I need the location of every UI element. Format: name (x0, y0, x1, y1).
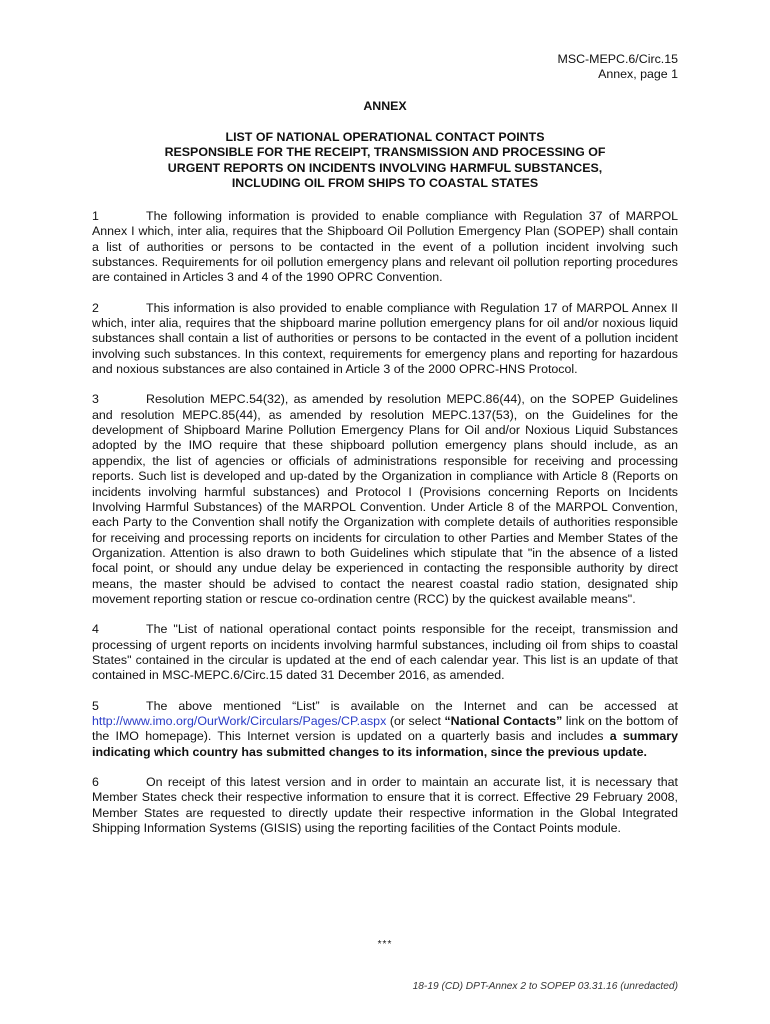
title-line: URGENT REPORTS ON INCIDENTS INVOLVING HARMFUL SUBSTANCES, (167, 160, 603, 175)
document-title (92, 130, 678, 192)
paragraph-text: (or select (386, 713, 445, 728)
summary-emphasis: a summary indicating which country has submitted changes to its information, since the previous update. (92, 729, 678, 759)
document-reference: MSC-MEPC.6/Circ.15 (557, 52, 678, 66)
paragraph-number: 6 (92, 775, 99, 789)
annex-heading: ANNEX (363, 99, 407, 113)
page-footer: 18-19 (CD) DPT-Annex 2 to SOPEP 03.31.16 (unredacted) (412, 981, 678, 992)
paragraph-3 (92, 392, 678, 607)
paragraph-text: The above mentioned “List” is available on the Internet and can be accessed at (146, 698, 678, 713)
body-text (92, 209, 678, 851)
paragraph-1 (92, 209, 678, 286)
paragraph-number: 5 (92, 698, 99, 713)
paragraph-text: link on the bottom of the IMO homepage). This Internet version is updated on a quarterly basis and includes (92, 713, 678, 744)
paragraph-6 (92, 775, 678, 836)
contact-points-link[interactable]: http://www.imo.org/OurWork/Circulars/Pages/CP.aspx (92, 713, 387, 728)
title-line: INCLUDING OIL FROM SHIPS TO COASTAL STATES (231, 176, 539, 191)
paragraph-number: 4 (92, 622, 99, 637)
national-contacts-emphasis: “National Contacts” (444, 713, 563, 728)
paragraph-text: On receipt of this latest version and in order to maintain an accurate list, it is necessary that Member States check their respective information to ensure that it is correct. Effective 29 February 2008, Member States are requested to directly update their respective information in the Global Integrated Shipping Information Systems (GISIS) using the reporting facilities of the Contact Points module. (92, 775, 678, 836)
paragraph-4 (92, 622, 678, 683)
title-line: RESPONSIBLE FOR THE RECEIPT, TRANSMISSION AND PROCESSING OF (164, 145, 606, 160)
paragraph-text: The following information is provided to enable compliance with Regulation 37 of MARPOL Annex I which, inter alia, requires that the Shipboard Oil Pollution Emergency Plan (SOPEP) shall contain a list of authorities or persons to be contacted in the event of a pollution incident involving such substances. Requirements for oil pollution emergency plans and relevant oil pollution reporting procedures are contained in Articles 3 and 4 of the 1990 OPRC Convention. (92, 209, 678, 285)
paragraph-text: The "List of national operational contact points responsible for the receipt, transmission and processing of urgent reports on incidents involving harmful substances, including oil from ships to coastal States" contained in the circular is updated at the end of each calendar year. This list is an update of that contained in MSC-MEPC.6/Circ.15 dated 31 December 2016, as amended. (92, 622, 678, 683)
end-of-document-mark: *** (377, 939, 393, 950)
page-number: Annex, page 1 (598, 67, 678, 81)
paragraph-number: 1 (92, 209, 99, 223)
paragraph-text: This information is also provided to enable compliance with Regulation 17 of MARPOL Annex II which, inter alia, requires that the shipboard marine pollution emergency plans for oil and/or noxious liquid substances shall contain a list of authorities or persons to be contacted in the event of a pollution incident involving such substances. In this context, requirements for emergency plans and reporting for hazardous and noxious substances are also contained in Article 3 of the 2000 OPRC-HNS Protocol. (92, 300, 678, 377)
paragraph-2 (92, 301, 678, 378)
paragraph-5 (92, 699, 678, 760)
paragraph-number: 2 (92, 300, 99, 315)
paragraph-number: 3 (92, 392, 99, 407)
paragraph-text: Resolution MEPC.54(32), as amended by resolution MEPC.86(44), on the SOPEP Guidelines and resolution MEPC.85(44), as amended by resolution MEPC.137(53), on the Guidelines for the development of Shipboard Marine Pollution Emergency Plans for Oil and/or Noxious Liquid Substances adopted by the IMO require that these shipboard pollution emergency plans should include, as an appendix, the list of agencies or officials of administrations responsible for receiving and processing reports. Such list is developed and up-dated by the Organization in compliance with Article 8 (Reports on incidents involving harmful substances) and Protocol I (Provisions concerning Reports on Incidents Involving Harmful Substances) of the MARPOL Convention. Under Article 8 of the MARPOL Convention, each Party to the Convention shall notify the Organization with complete details of authorities responsible for receiving and processing reports on incidents for circulation to other Parties and Member States of the Organization. Attention is also drawn to both Guidelines which stipulate that "in the absence of a listed focal point, or should any undue delay be experienced in contacting the responsible authority by direct means, the master should be advised to contact the nearest coastal radio station, designated ship movement reporting station or rescue co-ordination centre (RCC) by the quickest available means". (92, 392, 678, 606)
document-reference-header (558, 52, 678, 82)
title-line: LIST OF NATIONAL OPERATIONAL CONTACT POINTS (225, 130, 545, 144)
